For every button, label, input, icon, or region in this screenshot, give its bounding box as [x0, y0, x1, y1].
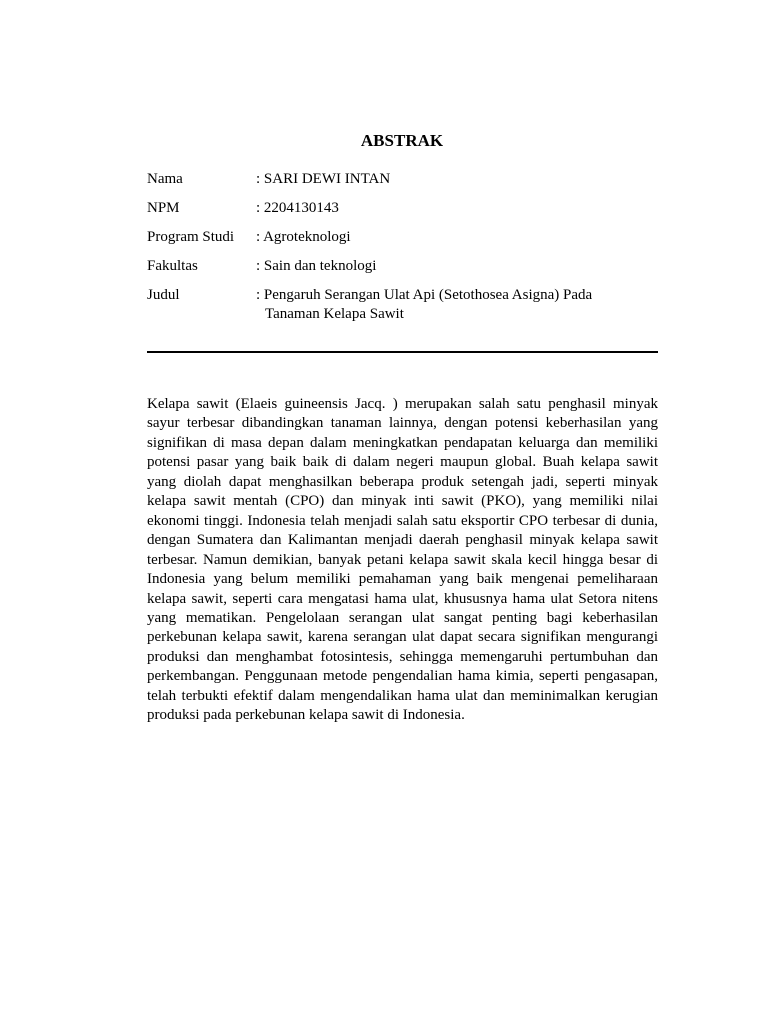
info-value-npm: : 2204130143 [256, 200, 339, 216]
info-value-nama: : SARI DEWI INTAN [256, 171, 391, 187]
info-label-nama: Nama [147, 171, 183, 187]
info-value-judul-continued: Tanaman Kelapa Sawit [265, 306, 404, 322]
info-label-npm: NPM [147, 200, 180, 216]
info-value-fakultas: : Sain dan teknologi [256, 258, 377, 274]
info-label-program-studi: Program Studi [147, 229, 235, 245]
info-label-judul: Judul [147, 287, 180, 303]
page-title: ABSTRAK [360, 131, 444, 150]
info-label-fakultas: Fakultas [147, 258, 198, 274]
info-value-judul: : Pengaruh Serangan Ulat Api (Setothosea Asigna) Pada [256, 287, 593, 303]
abstract-body: Kelapa sawit (Elaeis guineensis Jacq. ) merupakan salah satu penghasil minyak sayur terbesar dibandingkan tanaman lainnya, dengan potensi keberhasilan yang signifikan di masa depan dalam meningkatkan pendapatan keluarga dan memiliki potensi pasar yang baik baik di dalam negeri maupun global. Buah kelapa sawit yang diolah dapat menghasilkan beberapa produk setengah jadi, seperti minyak kelapa sawit mentah (CPO) dan minyak inti sawit (PKO), yang memiliki nilai ekonomi tinggi. Indonesia telah menjadi salah satu eksportir CPO terbesar di dunia, dengan Sumatera dan Kalimantan menjadi daerah penghasil minyak kelapa sawit terbesar. Namun demikian, banyak petani kelapa sawit skala kecil hingga besar di Indonesia yang belum memiliki pemahaman yang baik mengenai pemeliharaan kelapa sawit, seperti cara mengatasi hama ulat, khususnya hama ulat Setora nitens yang mematikan. Pengelolaan serangan ulat sangat penting bagi keberhasilan perkebunan kelapa sawit, karena serangan ulat dapat secara signifikan mengurangi produksi dan menghambat fotosintesis, sehingga memengaruhi pertumbuhan dan perkembangan. Penggunaan metode pengendalian hama kimia, seperti pengasapan, telah terbukti efektif dalam mengendalikan hama ulat dan meminimalkan kerugian produksi pada perkebunan kelapa sawit di Indonesia. [147, 396, 658, 724]
info-value-program-studi: : Agroteknologi [256, 229, 351, 245]
section-divider [147, 351, 658, 353]
